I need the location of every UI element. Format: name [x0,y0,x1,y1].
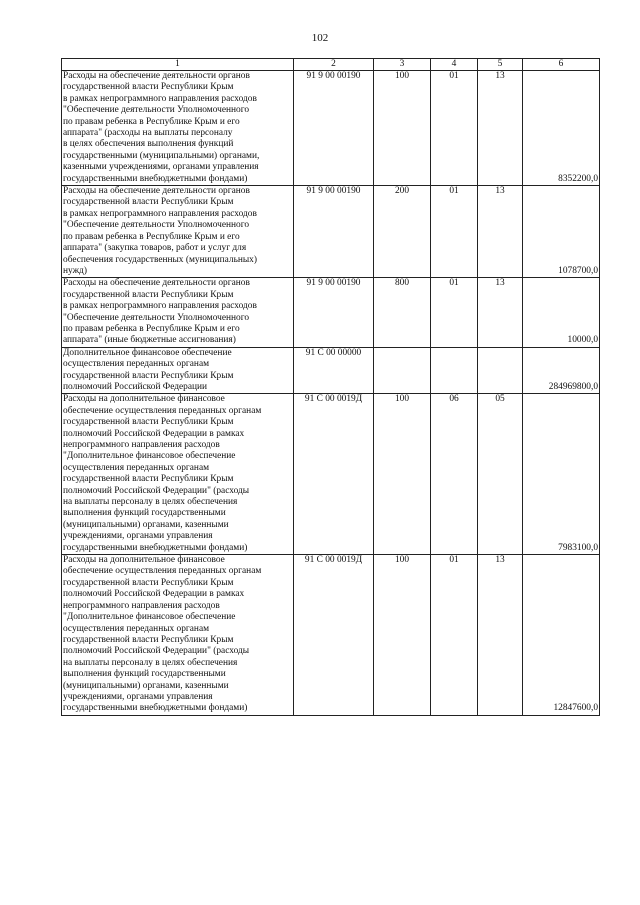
column-header-3: 3 [374,59,431,71]
column-header-2: 2 [294,59,374,71]
table-row [62,555,600,716]
row-subsection: 13 [478,278,523,347]
row-name-cell [62,394,294,555]
row-expense-type: 200 [374,186,431,278]
table-header-row [62,59,600,71]
row-subsection: 13 [478,555,523,716]
row-code: 91 С 00 0019Д [294,555,374,716]
row-name: Расходы на дополнительное финансовое обеспечение осуществления переданных органам государственной власти Республики Крым полномочий Российской Федерации в рамках непрограммного направления расходов "Дополнительное финансовое обеспечение осуществления переданных органам государственной власти Республики Крым полномочий Российской Федерации" (расходы на выплаты персоналу в целях обеспечения выполнения функций государственными (муниципальными) органами, казенными учреждениями, органами управления государственными внебюджетными фондами) [63,555,262,714]
row-sum: 10000,0 [523,278,600,347]
row-name-cell [62,186,294,278]
row-code: 91 9 00 00190 [294,71,374,186]
table-row [62,186,600,278]
row-sum: 1078700,0 [523,186,600,278]
row-section: 06 [431,394,478,555]
row-expense-type [374,347,431,394]
row-subsection [478,347,523,394]
column-header-6: 6 [523,59,600,71]
row-section [431,347,478,394]
table-row [62,347,600,394]
row-name: Расходы на обеспечение деятельности органов государственной власти Республики Крым в рамках непрограммного направления расходов "Обеспечение деятельности Уполномоченного по правам ребенка в Республике Крым и его аппарата" (закупка товаров, работ и услуг для обеспечения государственных (муниципальных) нужд) [63,186,257,276]
table-row [62,394,600,555]
row-name: Расходы на обеспечение деятельности органов государственной власти Республики Крым в рамках непрограммного направления расходов "Обеспечение деятельности Уполномоченного по правам ребенка в Республике Крым и его аппарата" (расходы на выплаты персоналу в целях обеспечения выполнения функций государственными (муниципальными) органами, казенными учреждениями, органами управления государственными внебюджетными фондами) [63,71,260,184]
row-expense-type: 100 [374,71,431,186]
row-name: Расходы на обеспечение деятельности органов государственной власти Республики Крым в рамках непрограммного направления расходов "Обеспечение деятельности Уполномоченного по правам ребенка в Республике Крым и его аппарата" (иные бюджетные ассигнования) [63,278,257,346]
row-code: 91 9 00 00190 [294,186,374,278]
row-expense-type: 800 [374,278,431,347]
row-name: Дополнительное финансовое обеспечение осуществления переданных органам государственной власти Республики Крым полномочий Российской Федерации [63,347,234,392]
row-sum: 8352200,0 [523,71,600,186]
page-number: 102 [311,32,329,44]
row-sum: 284969800,0 [523,347,600,394]
row-subsection: 05 [478,394,523,555]
row-name-cell [62,347,294,394]
row-sum: 7983100,0 [523,394,600,555]
row-section: 01 [431,71,478,186]
row-name-cell [62,71,294,186]
row-name-cell [62,278,294,347]
row-code: 91 С 00 0019Д [294,394,374,555]
row-subsection: 13 [478,71,523,186]
row-section: 01 [431,555,478,716]
row-sum: 12847600,0 [523,555,600,716]
table-row [62,278,600,347]
row-name: Расходы на дополнительное финансовое обеспечение осуществления переданных органам государственной власти Республики Крым полномочий Российской Федерации в рамках непрограммного направления расходов "Дополнительное финансовое обеспечение осуществления переданных органам государственной власти Республики Крым полномочий Российской Федерации" (расходы на выплаты персоналу в целях обеспечения выполнения функций государственными (муниципальными) органами, казенными учреждениями, органами управления государственными внебюджетными фондами) [63,394,262,553]
column-header-4: 4 [431,59,478,71]
row-code: 91 9 00 00190 [294,278,374,347]
row-expense-type: 100 [374,394,431,555]
budget-table [61,58,600,716]
table-row [62,71,600,186]
row-expense-type: 100 [374,555,431,716]
column-header-5: 5 [478,59,523,71]
row-section: 01 [431,278,478,347]
row-section: 01 [431,186,478,278]
row-code: 91 С 00 00000 [294,347,374,394]
column-header-1: 1 [62,59,294,71]
row-subsection: 13 [478,186,523,278]
row-name-cell [62,555,294,716]
